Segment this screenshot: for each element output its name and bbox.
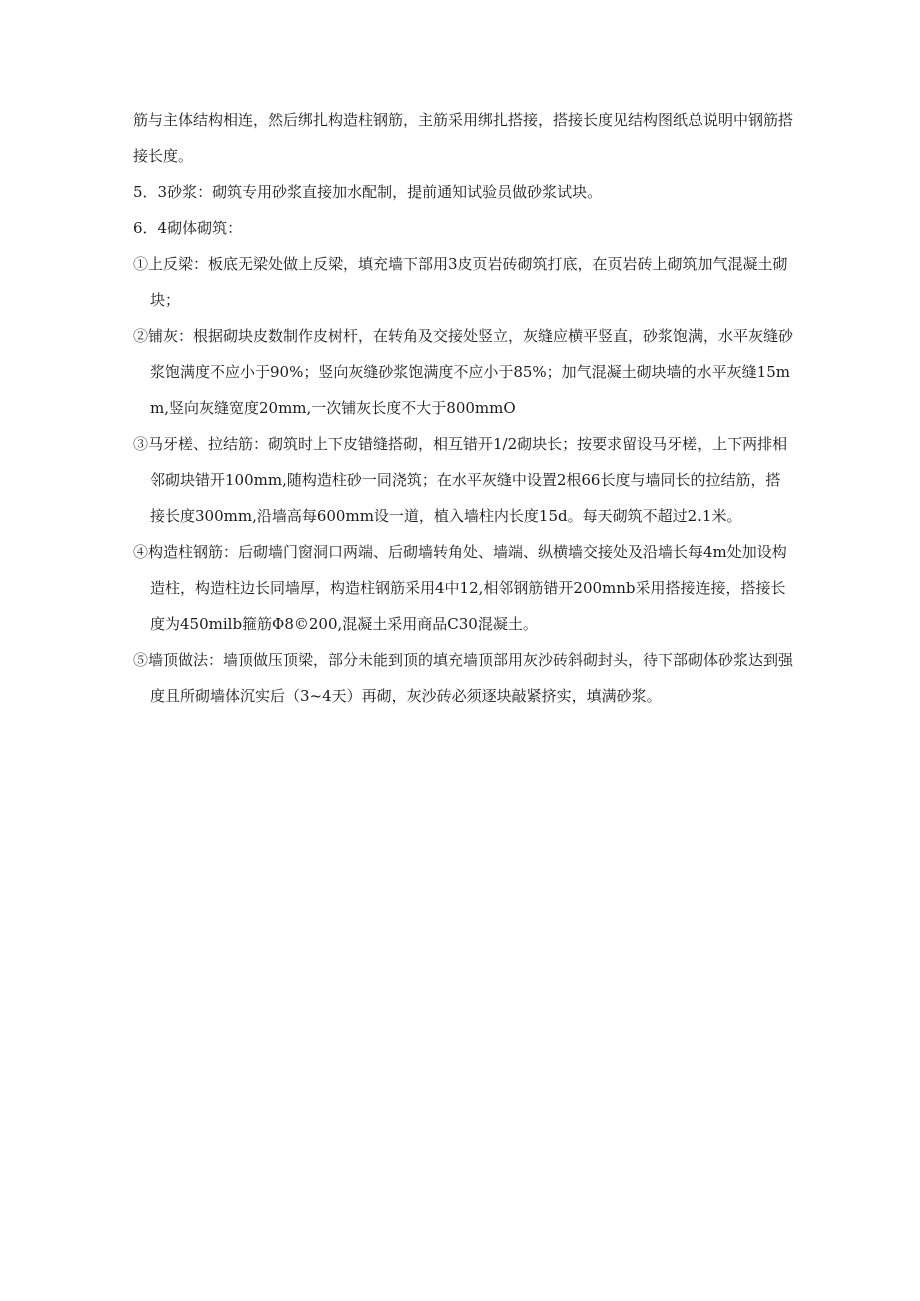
list-item-mortar-laying: ②铺灰：根据砌块皮数制作皮树杆，在转角及交接处竖立，灰缝应横平竖直，砂浆饱满，水平灰缝砂浆饱满度不应小于90%；竖向灰缝砂浆饱满度不应小于85%；加气混凝土砌块墙的水平灰缝15mm,竖向灰缝宽度20mm,一次铺灰长度不大于800mmO — [133, 327, 794, 417]
document-body — [133, 102, 793, 714]
list-item-constructional-column: ④构造柱钢筋：后砌墙门窗洞口两端、后砌墙转角处、墙端、纵横墙交接处及沿墙长每4m处加设构造柱，构造柱边长同墙厚，构造柱钢筋采用4中12,相邻钢筋错开200mnb采用搭接连接，搭接长度为450milb箍筋Φ8©200,混凝土采用商品C30混凝土。 — [133, 543, 787, 633]
paragraph-continuation: 筋与主体结构相连，然后绑扎构造柱钢筋，主筋采用绑扎搭接，搭接长度见结构图纸总说明中钢筋搭接长度。 — [133, 111, 794, 165]
list-item-toothing-tie-bars: ③马牙槎、拉结筋：砌筑时上下皮错缝搭砌，相互错开1/2砌块长；按要求留设马牙槎，上下两排相邻砌块错开100mm,随构造柱砂一同浇筑；在水平灰缝中设置2根66长度与墙同长的拉结筋，搭接长度300mm,沿墙高每600mm设一道，植入墙柱内长度15d。每天砌筑不超过2.1米。 — [133, 435, 788, 525]
list-item-wall-top: ⑤墙顶做法：墙顶做压顶梁，部分未能到顶的填充墙顶部用灰沙砖斜砌封头，待下部砌体砂浆达到强度且所砌墙体沉实后（3~4天）再砌，灰沙砖必须逐块敲紧挤实，填满砂浆。 — [133, 651, 794, 705]
list-item-upturned-beam: ①上反梁：板底无梁处做上反梁，填充墙下部用3皮页岩砖砌筑打底，在页岩砖上砌筑加气混凝土砌块； — [133, 255, 788, 309]
paragraph-section-6-4: 6．4砌体砌筑： — [133, 219, 243, 237]
paragraph-section-5-3: 5．3砂浆：砌筑专用砂浆直接加水配制，提前通知试验员做砂浆试块。 — [133, 183, 603, 201]
